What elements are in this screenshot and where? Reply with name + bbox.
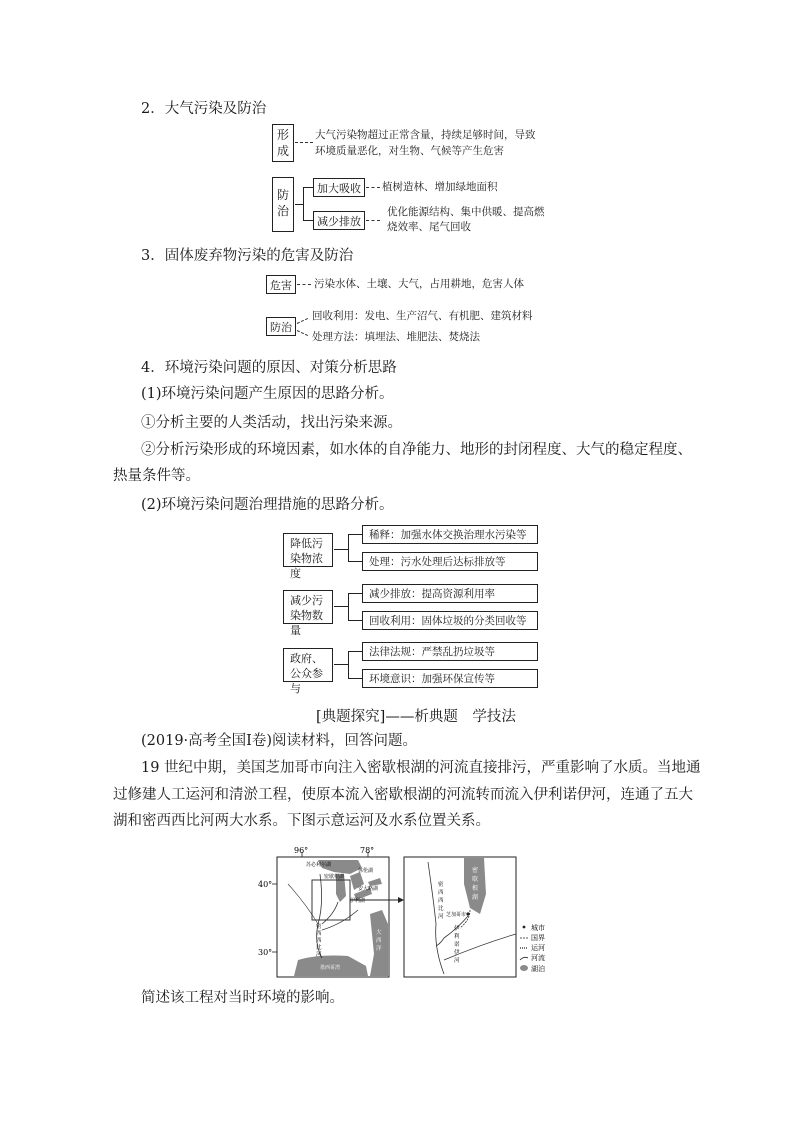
map-char: 西 — [376, 938, 382, 944]
map-char: 伊 — [454, 950, 460, 956]
lake-erie-label: 伊利湖 — [350, 898, 366, 904]
lat-40-label: 40° — [258, 880, 273, 889]
harm-box — [266, 275, 296, 294]
legend-border: 国界 — [531, 934, 545, 942]
map-char: 密 — [316, 924, 322, 930]
map-char: 西 — [438, 898, 444, 904]
treat-text: 处理方法：填埋法、堆肥法、焚烧法 — [312, 331, 480, 343]
para-4: (2)环境污染问题治理措施的思路分析。 — [141, 497, 394, 513]
map-char: 根 — [472, 885, 479, 892]
para-3a: ②分析污染形成的环境因素，如水体的自净能力、地形的封闭程度、大气的稳定程度、 — [141, 442, 692, 458]
map-char: 洋 — [376, 946, 382, 952]
map-char: 河 — [454, 958, 460, 964]
lat-30-label: 30° — [258, 948, 273, 957]
measure-item: 环境意识：加强环保宣传等 — [362, 669, 538, 688]
lake-huron-label: 休伦湖 — [358, 868, 374, 874]
reduce-emission-text-2: 烧效率、尾气回收 — [387, 221, 471, 233]
map-char: 河 — [316, 952, 322, 958]
formation-text-1: 大气污染物超过正常含量，持续足够时间，导致 — [315, 129, 536, 141]
formation-text-2: 环境质量恶化，对生物、气候等产生危害 — [315, 145, 504, 157]
measure-group-label: 政府、公众参与 — [283, 648, 333, 682]
map-char: 歇 — [472, 876, 479, 883]
example-question: 简述该工程对当时环境的影响。 — [141, 990, 344, 1006]
reduce-emission-text-1: 优化能源结构、集中供暖、提高燃 — [387, 206, 545, 218]
map-char: 大 — [376, 930, 382, 936]
map-char: 比 — [316, 945, 322, 951]
map-char: 伊 — [454, 926, 460, 932]
lake-michigan-label: 密歇根湖 — [324, 874, 345, 880]
lake-ontario-label: 安大略湖 — [358, 886, 379, 892]
example-source: (2019·高考全国Ⅰ卷)阅读材料，回答问题。 — [141, 733, 418, 749]
canal-map-figure — [258, 844, 558, 978]
legend-city: 城市 — [531, 924, 545, 932]
example-body-2: 过修建人工运河和清淤工程，使原本流入密歇根湖的河流转而流入伊利诺伊河，连通了五大 — [113, 787, 693, 803]
increase-absorption-text: 植树造林、增加绿地面积 — [382, 181, 498, 193]
arrow-head — [398, 897, 404, 903]
para-3b: 热量条件等。 — [113, 468, 200, 484]
map-char: 湖 — [472, 894, 479, 901]
lake-superior-label: 苏必利尔湖 — [306, 862, 332, 868]
map-char: 利 — [454, 934, 460, 940]
formation-box — [272, 124, 294, 162]
reduce-emission-label: 减少排放 — [317, 214, 361, 228]
increase-absorption-label: 加大吸收 — [317, 181, 361, 195]
lon-78-label: 78° — [360, 846, 375, 855]
map-char: 密 — [438, 882, 444, 888]
map-char: 比 — [438, 906, 444, 912]
measure-item: 稀释：加强水体交换治理水污染等 — [362, 525, 538, 544]
prevention-box — [272, 177, 294, 232]
map-char: 西 — [316, 938, 322, 944]
legend-river: 河流 — [531, 954, 545, 962]
solid-prevention-label: 防治 — [270, 320, 292, 334]
chicago-label: 芝加哥市 — [446, 912, 467, 918]
increase-absorption-box — [313, 178, 365, 197]
example-body-3: 湖和密西西比河两大水系。下图示意运河及水系位置关系。 — [113, 813, 490, 829]
chicago-dot — [466, 912, 469, 915]
para-2: ①分析主要的人类活动，找出污染来源。 — [141, 415, 402, 431]
legend-lake: 湖泊 — [531, 965, 545, 973]
prevention-label: 防治 — [277, 188, 290, 218]
measure-group-label: 减少污染物数量 — [283, 590, 333, 624]
measure-item: 回收利用：固体垃圾的分类回收等 — [362, 611, 538, 630]
section-2-heading: 2．大气污染及防治 — [141, 101, 267, 117]
recycle-text: 回收利用：发电、生产沼气、有机肥、建筑材料 — [312, 310, 533, 322]
measure-item: 法律法规：严禁乱扔垃圾等 — [362, 642, 538, 661]
legend-canal: 运河 — [531, 944, 545, 952]
reduce-emission-box — [313, 211, 365, 230]
map-char: 诺 — [454, 942, 460, 948]
section-4-heading: 4．环境污染问题的原因、对策分析思路 — [141, 360, 397, 376]
map-char: 密 — [472, 867, 479, 874]
solid-prevention-box — [266, 317, 296, 336]
map-char: 西 — [438, 890, 444, 896]
measure-item: 处理：污水处理后达标排放等 — [362, 552, 538, 571]
gulf-label: 墨西哥湾 — [320, 965, 341, 971]
para-1: (1)环境污染问题产生原因的思路分析。 — [141, 386, 394, 402]
map-char: 西 — [316, 931, 322, 937]
formation-label: 形成 — [277, 128, 290, 158]
example-title: [典题探究]——析典题 学技法 — [316, 709, 516, 725]
section-3-heading: 3．固体废弃物污染的危害及防治 — [141, 248, 354, 264]
lon-96-label: 96° — [294, 846, 309, 855]
measure-item: 减少排放：提高资源利用率 — [362, 584, 538, 603]
example-body-1: 19 世纪中期，美国芝加哥市向注入密歇根湖的河流直接排污，严重影响了水质。当地通 — [141, 760, 701, 776]
harm-text: 污染水体、土壤、大气，占用耕地，危害人体 — [314, 278, 524, 290]
harm-label: 危害 — [270, 278, 292, 292]
map-char: 河 — [438, 914, 444, 920]
measure-group-label: 降低污染物浓度 — [283, 533, 333, 567]
